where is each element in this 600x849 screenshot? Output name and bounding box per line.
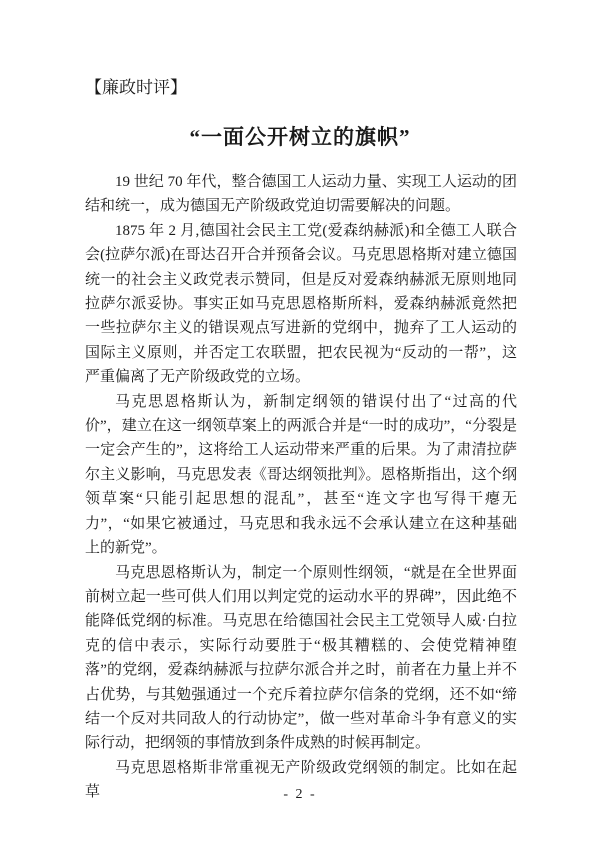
document-title: “一面公开树立的旗帜”: [189, 125, 411, 149]
paragraph: 19 世纪 70 年代，整合德国工人运动力量、实现工人运动的团结和统一，成为德国无产阶级政党迫切需要解决的问题。: [85, 174, 517, 215]
paragraph: 马克思恩格斯非常重视无产阶级政党纲领的制定。比如在起草: [85, 759, 517, 801]
paragraph: 1875 年 2 月,德国社会民主工党(爱森纳赫派)和全德工人联合会(拉萨尔派)在哥达召开合并预备会议。马克思恩格斯对建立德国统一的社会主义政党表示赞同，但是反对爱森纳赫派无原则地同拉萨尔派妥协。事实正如马克思恩格斯所料，爱森纳赫派竟然把一些拉萨尔主义的错误观点写进新的党纲中，抛弃了工人运动的国际主义原则，并否定工农联盟，把农民视为“反动的一帮”，这严重偏离了无产阶级政党的立场。: [85, 222, 517, 386]
section-tag: 【廉政时评】: [85, 78, 187, 97]
page-number: - 2 -: [283, 787, 317, 802]
paragraph: 马克思恩格斯认为，制定一个原则性纲领，“就是在全世界面前树立起一些可供人们用以判定党的运动水平的界碑”，因此绝不能降低党纲的标准。马克思在给德国社会民主工党领导人威·白拉克的信中表示，实际行动要胜于“极其糟糕的、会使党精神堕落”的党纲，爱森纳赫派与拉萨尔派合并之时，前者在力量上并不占优势，与其勉强通过一个充斥着拉萨尔信条的党纲，还不如“缔结一个反对共同敌人的行动协定”，做一些对革命斗争有意义的实际行动，把纲领的事情放到条件成熟的时候再制定。: [85, 564, 517, 752]
document-body: [85, 170, 517, 805]
paragraph: 马克思恩格斯认为，新制定纲领的错误付出了“过高的代价”，建立在这一纲领草案上的两派合并是“一时的成功”，“分裂是一定会产生的”，这将给工人运动带来严重的后果。为了肃清拉萨尔主义影响，马克思发表《哥达纲领批判》。恩格斯指出，这个纲领草案“只能引起思想的混乱”，甚至“连文字也写得干瘪无力”，“如果它被通过，马克思和我永远不会承认建立在这种基础上的新党”。: [85, 393, 517, 557]
